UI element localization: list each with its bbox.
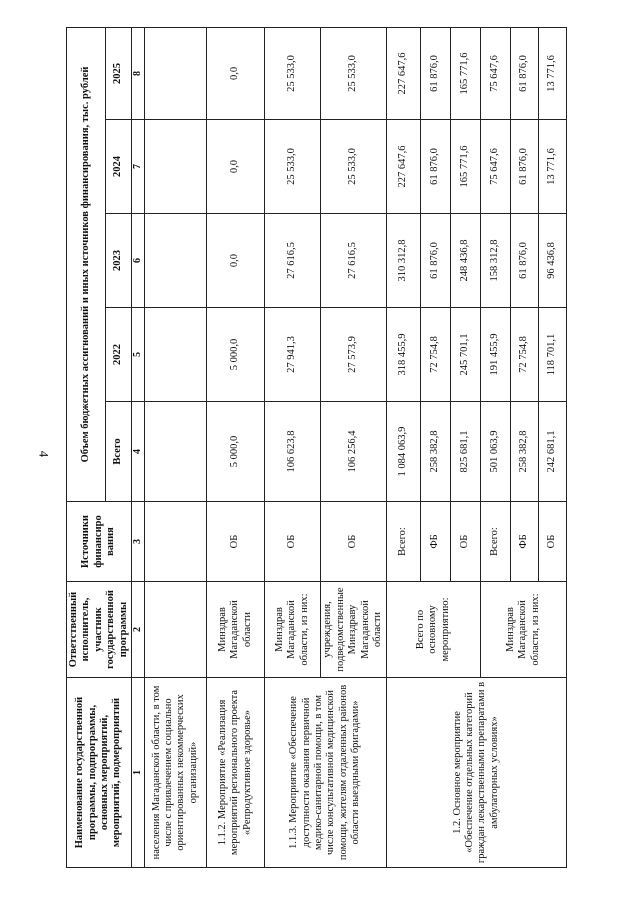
table-row [144, 27, 206, 867]
value-total: 258 382,8 [420, 402, 450, 502]
value-2023: 27 616,5 [320, 214, 386, 308]
value-2024: 227 647,6 [386, 120, 420, 214]
value-total: 258 382,8 [510, 402, 538, 502]
page-number: 4 [36, 450, 52, 458]
value-2022: 318 455,9 [386, 308, 420, 402]
value-2022: 5 000,0 [206, 308, 264, 402]
header-funding: Объем бюджетных ассигнований и иных источников финансирования, тыс. рублей [67, 27, 106, 501]
executor: учреждения, подведомственные Минздраву Магаданской области [320, 582, 386, 678]
index-cell: 7 [131, 120, 144, 214]
value-2022: 191 455,9 [480, 308, 510, 402]
table-row [386, 27, 420, 867]
funding-table [66, 27, 567, 868]
value-2025: 61 876,0 [420, 27, 450, 119]
value-2025: 227 647,6 [386, 27, 420, 119]
value-2023: 310 312,8 [386, 214, 420, 308]
header-name: Наименование государственной программы, подпрограммы, основных мероприятий, мероприятий, подмероприятий [67, 678, 132, 868]
header-executor: Ответственный исполнитель, участник государственной программы [67, 582, 132, 678]
funding-source: Всего: [386, 502, 420, 582]
table-row [264, 27, 320, 867]
header-2022: 2022 [106, 308, 132, 402]
value-2023: 61 876,0 [420, 214, 450, 308]
header-source: Источники финансиро вания [67, 502, 132, 582]
funding-source: ОБ [450, 502, 480, 582]
value-2022: 27 573,9 [320, 308, 386, 402]
value-2022: 72 754,8 [420, 308, 450, 402]
index-cell: 2 [131, 582, 144, 678]
activity-name: населения Магаданской области, в том числе с привлечением социально ориентированных некоммерческих организаций» [144, 678, 206, 868]
index-row [131, 27, 144, 867]
index-cell: 5 [131, 308, 144, 402]
value-2023: 0,0 [206, 214, 264, 308]
header-2023: 2023 [106, 214, 132, 308]
header-total: Всего [106, 402, 132, 502]
executor: Минздрав Магаданской области [206, 582, 264, 678]
value-2023: 96 436,8 [538, 214, 566, 308]
activity-name: 1.1.3. Мероприятие «Обеспечение доступности оказания первичной медико-санитарной помощи, в том числе консультативной медицинской помощи, жителям отдаленных районов области выездными бригадами» [264, 678, 386, 868]
value-2024: 165 771,6 [450, 120, 480, 214]
funding-source: ОБ [264, 502, 320, 582]
value-2024: 61 876,0 [510, 120, 538, 214]
value-total: 106 623,8 [264, 402, 320, 502]
funding-source: Всего: [480, 502, 510, 582]
rotated-table-wrapper [66, 28, 572, 868]
funding-source: ОБ [538, 502, 566, 582]
index-cell: 4 [131, 402, 144, 502]
value-total: 825 681,1 [450, 402, 480, 502]
value-2022: 72 754,8 [510, 308, 538, 402]
value-2022: 245 701,1 [450, 308, 480, 402]
index-cell: 3 [131, 502, 144, 582]
value-2022: 118 701,1 [538, 308, 566, 402]
funding-source: ФБ [510, 502, 538, 582]
value-total: 1 084 063,9 [386, 402, 420, 502]
value-2024: 25 533,0 [264, 120, 320, 214]
value-total: 106 256,4 [320, 402, 386, 502]
executor: Всего по основному мероприятию: [386, 582, 480, 678]
value-2024: 25 533,0 [320, 120, 386, 214]
value-2022: 27 941,3 [264, 308, 320, 402]
index-cell: 6 [131, 214, 144, 308]
value-2023: 61 876,0 [510, 214, 538, 308]
funding-source: ФБ [420, 502, 450, 582]
value-2024: 61 876,0 [420, 120, 450, 214]
value-2025: 75 647,6 [480, 27, 510, 119]
value-2023: 248 436,8 [450, 214, 480, 308]
header-2024: 2024 [106, 120, 132, 214]
value-total: 501 063,9 [480, 402, 510, 502]
value-2024: 0,0 [206, 120, 264, 214]
executor: Минздрав Магаданской области, из них: [264, 582, 320, 678]
value-2025: 165 771,6 [450, 27, 480, 119]
value-2025: 0,0 [206, 27, 264, 119]
value-2025: 25 533,0 [320, 27, 386, 119]
index-cell: 8 [131, 27, 144, 119]
funding-source: ОБ [320, 502, 386, 582]
value-2024: 75 647,6 [480, 120, 510, 214]
executor: Минздрав Магаданской области, из них: [480, 582, 566, 678]
value-2025: 13 771,6 [538, 27, 566, 119]
header-2025: 2025 [106, 27, 132, 119]
value-2024: 13 771,6 [538, 120, 566, 214]
value-2023: 158 312,8 [480, 214, 510, 308]
index-cell: 1 [131, 678, 144, 868]
value-total: 242 681,1 [538, 402, 566, 502]
value-2025: 25 533,0 [264, 27, 320, 119]
activity-name: 1.1.2. Мероприятие «Реализация мероприятий регионального проекта «Репродуктивное здоровье» [206, 678, 264, 868]
table-row [206, 27, 264, 867]
funding-source: ОБ [206, 502, 264, 582]
value-2025: 61 876,0 [510, 27, 538, 119]
value-2023: 27 616,5 [264, 214, 320, 308]
activity-name: 1.2. Основное мероприятие «Обеспечение отдельных категорий граждан лекарственными препаратами в амбулаторных условиях» [386, 678, 566, 868]
value-total: 5 000,0 [206, 402, 264, 502]
